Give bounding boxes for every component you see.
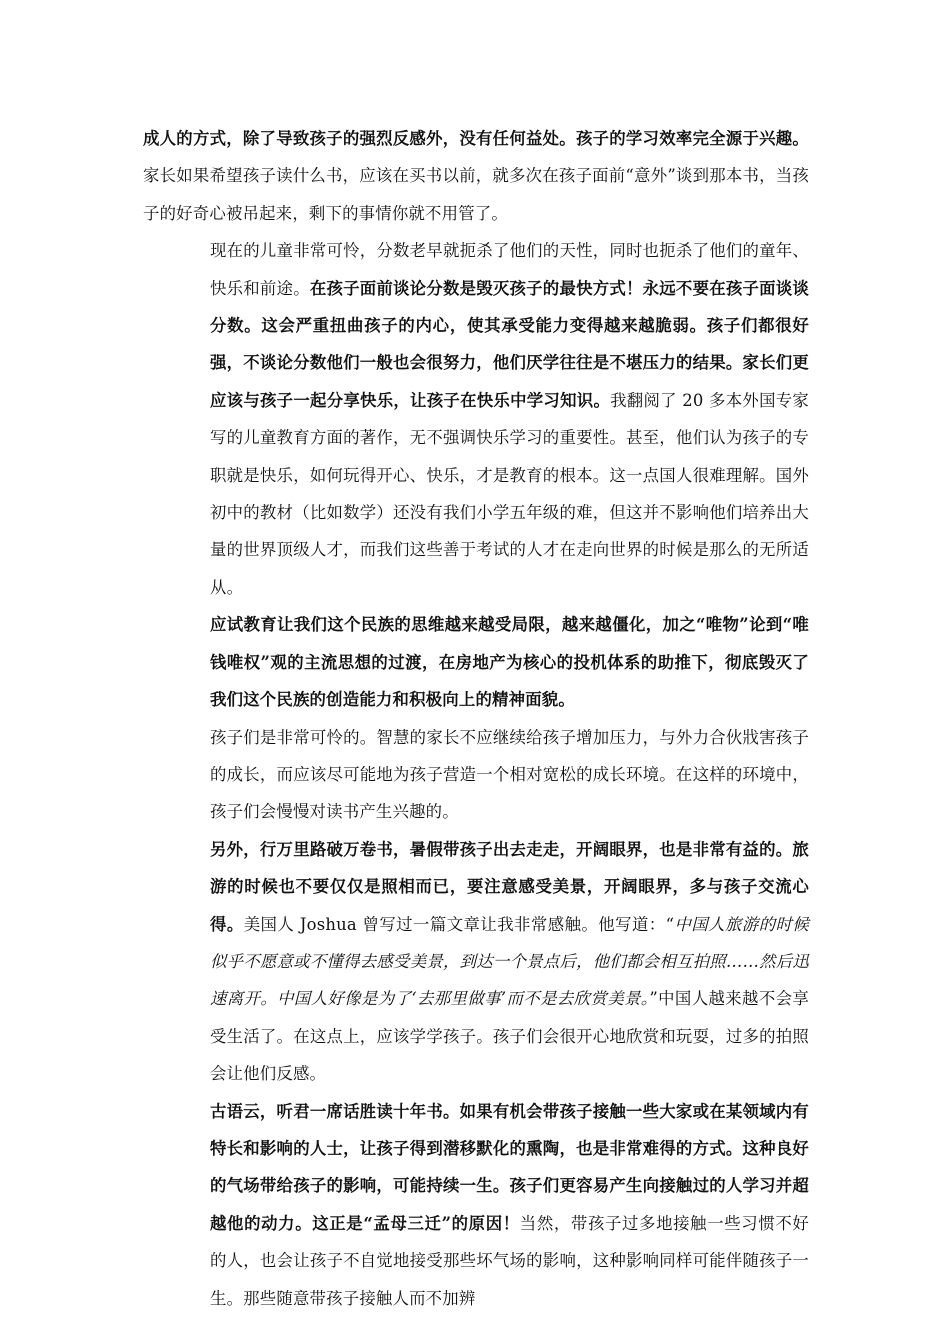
paragraph-3 [143,606,809,718]
quote-text: 中国人旅游的时候似乎不愿意或不懂得去感受美景，到达一个景点后，他们都会相互拍照……然后迅速离开。中国人好像是为了‘去那里做事’而不是去欣赏美景。 [210,914,809,1009]
paragraph-4 [143,719,809,831]
bold-text: 古语云，听君一席话胜读十年书。如果有机会带孩子接触一些大家或在某领域内有特长和影响的人士，让孩子得到潜移默化的熏陶，也是非常难得的方式。这种良好的气场带给孩子的影响，可能持续一生。孩子们更容易产生向接触过的人学习并超越他的动力。这正是“孟母三迁”的原因！ [210,1101,809,1233]
bold-text: 另外，行万里路破万卷书，暑假带孩子出去走走，开阔眼界，也是非常有益的。旅游的时候也不要仅仅是照相而已，要注意感受美景，开阔眼界，多与孩子交流心得。 [210,839,809,934]
bold-text: 成人的方式，除了导致孩子的强烈反感外，没有任何益处。孩子的学习效率完全源于兴趣。 [143,129,809,148]
bold-text: 应试教育让我们这个民族的思维越来越受局限，越来越僵化，加之“唯物”论到“唯钱唯权”观的主流思想的过渡，在房地产为核心的投机体系的助推下，彻底毁灭了我们这个民族的创造能力和积极向上的精神面貌。 [210,615,809,710]
body-text: 当然，带孩子过多地接触一些习惯不好的人，也会让孩子不自觉地接受那些坏气场的影响，这种影响同样可能伴随孩子一生。那些随意带孩子接触人而不加辨 [210,1213,809,1308]
body-text: 孩子们是非常可怜的。智慧的家长不应继续给孩子增加压力，与外力合伙戕害孩子的成长，而应该尽可能地为孩子营造一个相对宽松的成长环境。在这样的环境中，孩子们会慢慢对读书产生兴趣的。 [210,727,809,822]
bold-text: 在孩子面前谈论分数是毁灭孩子的最快方式！永远不要在孩子面谈谈分数。这会严重扭曲孩子的内心，使其承受能力变得越来越脆弱。孩子们都很好强，不谈论分数他们一般也会很努力，他们厌学往往是不堪压力的结果。家长们更应该与孩子一起分享快乐，让孩子在快乐中学习知识。 [210,278,809,410]
paragraph-1 [143,120,809,232]
paragraph-6 [143,1093,809,1317]
body-text: 现在的儿童非常可怜，分数老早就扼杀了他们的天性，同时也扼杀了他们的童年、快乐和前途。 [210,241,809,298]
body-text: 美国人 Joshua 曾写过一篇文章让我非常感触。他写道：“ [243,914,675,934]
body-text: ”中国人越来越不会享受生活了。在这点上，应该学学孩子。孩子们会很开心地欣赏和玩耍，过多的拍照会让他们反感。 [210,989,809,1084]
document-body [143,120,809,1317]
paragraph-2 [143,232,809,606]
paragraph-5 [143,831,809,1093]
body-text: 我翻阅了 20 多本外国专家写的儿童教育方面的著作，无不强调快乐学习的重要性。甚至，他们认为孩子的专职就是快乐，如何玩得开心、快乐，才是教育的根本。这一点国人很难理解。国外初中的教材（比如数学）还没有我们小学五年级的难，但这并不影响他们培养出大量的世界顶级人才，而我们这些善于考试的人才在走向世界的时候是那么的无所适从。 [210,390,809,597]
body-text: 家长如果希望孩子读什么书，应该在买书以前，就多次在孩子面前“意外”谈到那本书，当孩子的好奇心被吊起来，剩下的事情你就不用管了。 [143,166,809,223]
